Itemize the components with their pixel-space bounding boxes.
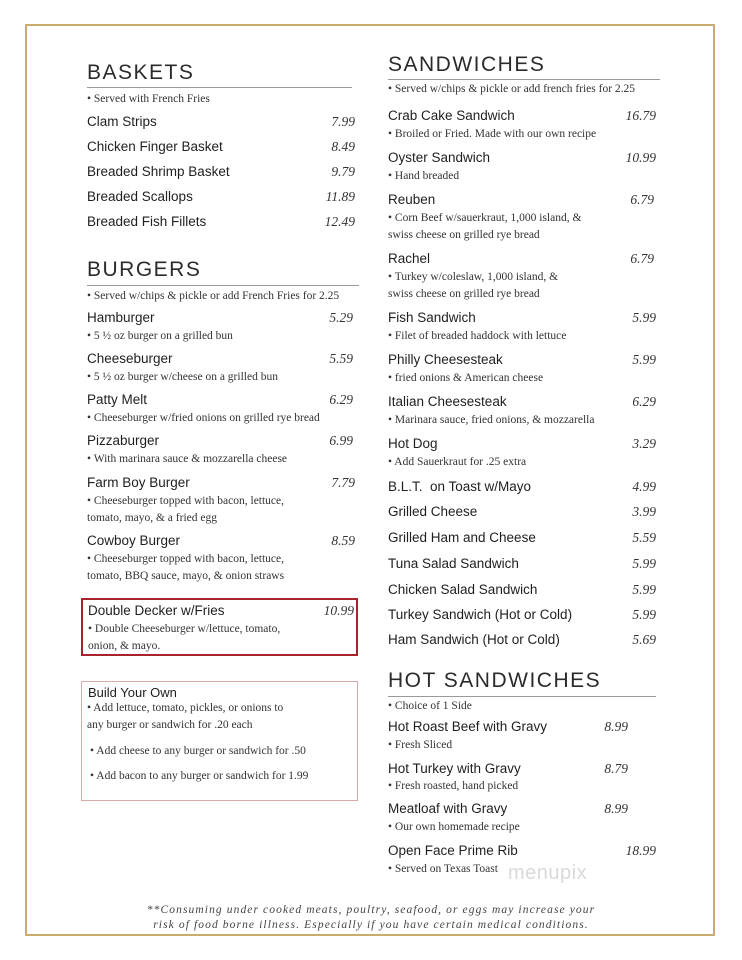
- item-description: [388, 778, 518, 795]
- item-description: [88, 621, 280, 655]
- item-name: Reuben: [388, 192, 436, 207]
- item-price: 6.29: [632, 394, 656, 409]
- menu-item: [388, 801, 628, 817]
- description-line: tomato, BBQ sauce, mayo, & onion straws: [87, 570, 285, 582]
- menu-item: [87, 114, 355, 130]
- item-name: Oyster Sandwich: [388, 150, 491, 165]
- item-price: 5.29: [329, 310, 353, 325]
- item-price: 4.99: [632, 479, 656, 494]
- menu-item: [388, 150, 656, 166]
- menu-item: [388, 607, 656, 623]
- item-description: [87, 328, 233, 345]
- item-name: Philly Cheesesteak: [388, 352, 503, 367]
- item-name: Patty Melt: [87, 392, 148, 407]
- menu-item: [87, 533, 355, 549]
- burgers-note: • Served w/chips & pickle or add French Fries for 2.25: [87, 290, 340, 302]
- item-description: [388, 412, 594, 429]
- item-name: Chicken Finger Basket: [87, 139, 223, 154]
- menu-item: [388, 310, 656, 326]
- description-line: • Broiled or Fried. Made with our own recipe: [388, 128, 597, 140]
- item-name: Cowboy Burger: [87, 533, 181, 548]
- item-name: Double Decker w/Fries: [88, 603, 225, 618]
- build-your-own-text: [87, 700, 283, 734]
- menupix-watermark: menupix: [508, 862, 588, 884]
- menu-item: [87, 214, 355, 230]
- item-price: 5.59: [329, 351, 353, 366]
- sandwiches-rule: [388, 79, 660, 80]
- description-line: • Served on Texas Toast: [388, 863, 498, 875]
- item-description: [388, 370, 543, 387]
- item-description: [388, 737, 452, 754]
- build-your-own-title: Build Your Own: [88, 685, 177, 700]
- menu-item: [388, 530, 656, 546]
- item-price: 10.99: [323, 603, 354, 618]
- menu-item: [87, 310, 353, 326]
- description-line: • 5 ½ oz burger w/cheese on a grilled bun: [87, 371, 278, 383]
- add-bacon-text: [90, 768, 308, 785]
- item-price: 8.49: [331, 139, 355, 154]
- item-price: 3.99: [632, 504, 656, 519]
- item-name: Cheeseburger: [87, 351, 173, 366]
- item-price: 8.99: [604, 801, 628, 816]
- item-description: [388, 454, 526, 471]
- item-price: 6.79: [630, 251, 654, 266]
- item-name: Hot Turkey with Gravy: [388, 761, 521, 776]
- description-line: • Cheeseburger topped with bacon, lettuce,: [87, 553, 285, 565]
- item-name: Grilled Cheese: [388, 504, 478, 519]
- item-price: 7.79: [331, 475, 355, 490]
- double-decker-box: [81, 598, 358, 656]
- item-price: 5.59: [632, 530, 656, 545]
- item-description: [388, 819, 520, 836]
- menu-item: [388, 251, 654, 267]
- item-description: [87, 451, 287, 468]
- menu-item: [87, 433, 353, 449]
- item-price: 8.79: [604, 761, 628, 776]
- menu-item: [87, 392, 353, 408]
- description-line: • Add cheese to any burger or sandwich for .50: [90, 745, 306, 757]
- item-price: 10.99: [625, 150, 656, 165]
- build-your-own-box: [81, 681, 358, 801]
- baskets-note: • Served with French Fries: [87, 93, 210, 105]
- menu-item: [388, 108, 656, 124]
- sandwiches-title: SANDWICHES: [388, 53, 546, 76]
- description-line: • Our own homemade recipe: [388, 821, 520, 833]
- item-price: 6.99: [329, 433, 353, 448]
- item-description: [87, 551, 284, 585]
- item-name: Farm Boy Burger: [87, 475, 190, 490]
- item-price: 6.79: [630, 192, 654, 207]
- item-description: [388, 269, 558, 303]
- item-price: 12.49: [324, 214, 355, 229]
- item-name: Ham Sandwich (Hot or Cold): [388, 632, 560, 647]
- item-name: Crab Cake Sandwich: [388, 108, 515, 123]
- item-price: 18.99: [625, 843, 656, 858]
- menu-item: [388, 192, 654, 208]
- description-line: swiss cheese on grilled rye bread: [388, 288, 540, 300]
- item-price: 5.99: [632, 582, 656, 597]
- item-name: Grilled Ham and Cheese: [388, 530, 536, 545]
- item-name: Italian Cheesesteak: [388, 394, 507, 409]
- item-price: 5.99: [632, 556, 656, 571]
- description-line: swiss cheese on grilled rye bread: [388, 229, 540, 241]
- menu-item: [388, 556, 656, 572]
- menu-item: [388, 843, 656, 859]
- menu-item: [87, 164, 355, 180]
- description-line: • Marinara sauce, fried onions, & mozzarella: [388, 414, 595, 426]
- item-description: [388, 328, 566, 345]
- description-line: • Cheeseburger topped with bacon, lettuce,: [87, 495, 285, 507]
- burgers-title: BURGERS: [87, 258, 202, 281]
- description-line: onion, & mayo.: [88, 640, 161, 652]
- item-price: 5.99: [632, 352, 656, 367]
- item-price: 16.79: [625, 108, 656, 123]
- item-price: 9.79: [331, 164, 355, 179]
- description-line: • Add lettuce, tomato, pickles, or onions to: [87, 702, 284, 714]
- description-line: tomato, mayo, & a fried egg: [87, 512, 217, 524]
- description-line: • Filet of breaded haddock with lettuce: [388, 330, 567, 342]
- description-line: • Double Cheeseburger w/lettuce, tomato,: [88, 623, 281, 635]
- description-line: • Hand breaded: [388, 170, 460, 182]
- item-price: 3.29: [632, 436, 656, 451]
- menu-item: [388, 352, 656, 368]
- item-name: Hot Dog: [388, 436, 438, 451]
- description-line: • Add bacon to any burger or sandwich for 1.99: [90, 770, 309, 782]
- item-name: Clam Strips: [87, 114, 157, 129]
- menu-item: [388, 719, 628, 735]
- menu-item: [88, 603, 354, 619]
- description-line: • 5 ½ oz burger on a grilled bun: [87, 330, 233, 342]
- description-line: • Cheeseburger w/fried onions on grilled rye bread: [87, 412, 320, 424]
- item-description: [87, 410, 320, 427]
- description-line: • Fresh Sliced: [388, 739, 453, 751]
- item-name: Fish Sandwich: [388, 310, 476, 325]
- menu-item: [87, 139, 355, 155]
- description-line: any burger or sandwich for .20 each: [87, 719, 253, 731]
- hot-sandwiches-title: HOT SANDWICHES: [388, 669, 602, 692]
- item-description: [388, 126, 596, 143]
- item-name: Hamburger: [87, 310, 155, 325]
- add-cheese-text: [90, 743, 306, 760]
- item-name: Rachel: [388, 251, 431, 266]
- menu-item: [388, 761, 628, 777]
- menu-item: [87, 189, 355, 205]
- item-name: Breaded Scallops: [87, 189, 193, 204]
- item-price: 6.29: [329, 392, 353, 407]
- description-line: • With marinara sauce & mozzarella cheese: [87, 453, 288, 465]
- item-price: 8.59: [331, 533, 355, 548]
- description-line: • fried onions & American cheese: [388, 372, 544, 384]
- item-name: Breaded Shrimp Basket: [87, 164, 230, 179]
- item-name: Chicken Salad Sandwich: [388, 582, 538, 597]
- hot-sandwiches-rule: [388, 696, 656, 697]
- item-description: [388, 861, 498, 878]
- item-price: 5.99: [632, 607, 656, 622]
- item-price: 5.69: [632, 632, 656, 647]
- item-name: Hot Roast Beef with Gravy: [388, 719, 548, 734]
- item-price: 7.99: [331, 114, 355, 129]
- menu-item: [388, 436, 656, 452]
- item-name: Turkey Sandwich (Hot or Cold): [388, 607, 573, 622]
- item-name: Open Face Prime Rib: [388, 843, 518, 858]
- item-name: Pizzaburger: [87, 433, 160, 448]
- baskets-rule: [87, 87, 352, 88]
- sandwiches-note: • Served w/chips & pickle or add french fries for 2.25: [388, 83, 636, 95]
- item-description: [388, 210, 581, 244]
- hot-sandwiches-note: • Choice of 1 Side: [388, 700, 472, 712]
- footer-disclaimer-line-1: **Consuming under cooked meats, poultry, seafood, or eggs may increase your: [146, 904, 596, 916]
- item-name: Meatloaf with Gravy: [388, 801, 508, 816]
- description-line: • Fresh roasted, hand picked: [388, 780, 519, 792]
- item-price: 11.89: [325, 189, 355, 204]
- menu-item: [87, 351, 353, 367]
- menu-item: [388, 582, 656, 598]
- item-name: B.L.T. on Toast w/Mayo: [388, 479, 532, 494]
- item-name: Tuna Salad Sandwich: [388, 556, 519, 571]
- baskets-title: BASKETS: [87, 61, 195, 84]
- menu-item: [388, 504, 656, 520]
- menu-item: [87, 475, 355, 491]
- footer-disclaimer-line-2: risk of food borne illness. Especially if you have certain medical conditions.: [153, 919, 589, 931]
- item-price: 5.99: [632, 310, 656, 325]
- item-name: Breaded Fish Fillets: [87, 214, 207, 229]
- item-price: 8.99: [604, 719, 628, 734]
- description-line: • Add Sauerkraut for .25 extra: [388, 456, 527, 468]
- item-description: [87, 493, 284, 527]
- menu-item: [388, 479, 656, 495]
- description-line: • Turkey w/coleslaw, 1,000 island, &: [388, 271, 559, 283]
- item-description: [388, 168, 459, 185]
- item-description: [87, 369, 278, 386]
- description-line: • Corn Beef w/sauerkraut, 1,000 island, &: [388, 212, 582, 224]
- menu-item: [388, 632, 656, 648]
- burgers-rule: [87, 285, 359, 286]
- menu-item: [388, 394, 656, 410]
